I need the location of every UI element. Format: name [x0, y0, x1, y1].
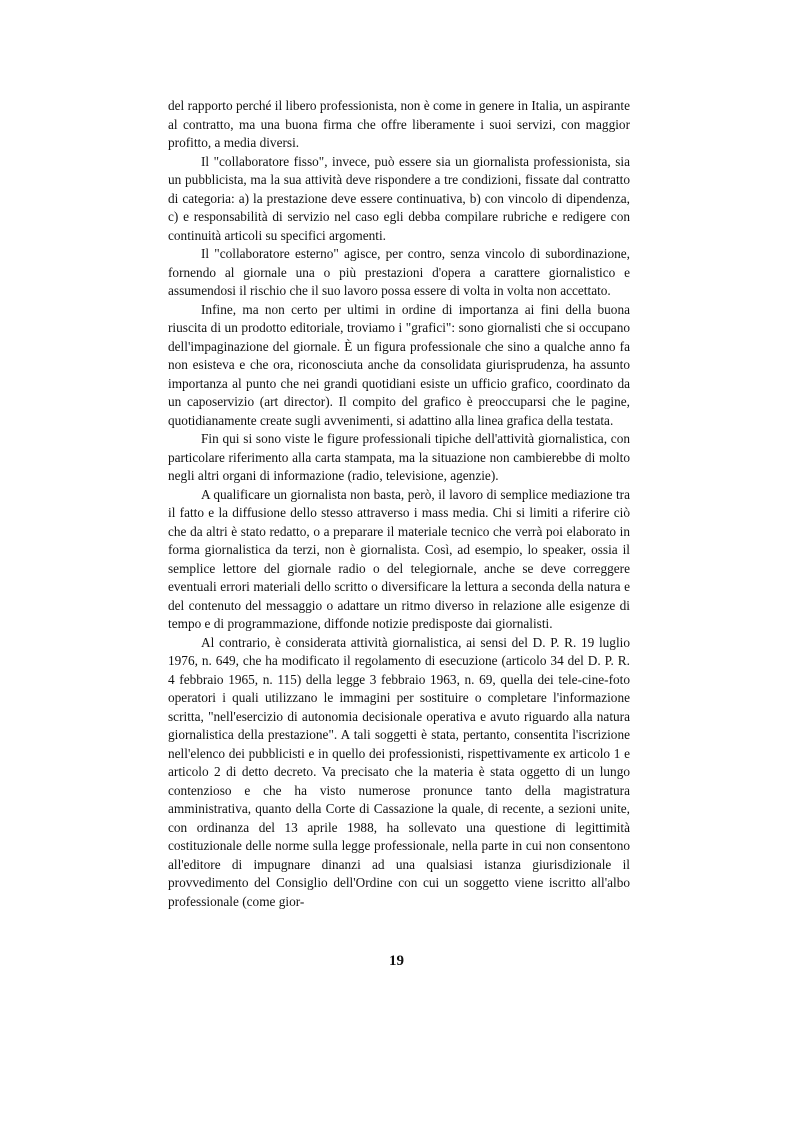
paragraph: Infine, ma non certo per ultimi in ordine di importanza ai fini della buona riuscita di un prodotto editoriale, troviamo i "grafici": sono giornalisti che si occupano dell'impaginazione del giornale. È un figura professionale che sino a qualche anno fa non esisteva e che ora, riconosciuta anche da consolidata giurisprudenza, ha assunto importanza al punto che nei grandi quotidiani esiste un ufficio grafico, coordinato da un caposervizio (art director). Il compito del grafico è preoccuparsi che le pagine, quotidianamente create sugli avvenimenti, si adattino alla linea grafica della testata. [168, 301, 630, 428]
paragraph: del rapporto perché il libero professionista, non è come in genere in Italia, un aspirante al contratto, ma una buona firma che offre liberamente i suoi servizi, con maggior profitto, a media diversi. [168, 98, 630, 150]
paragraph: Il "collaboratore fisso", invece, può essere sia un giornalista professionista, sia un pubblicista, ma la sua attività deve rispondere a tre condizioni, fissate dal contratto di categoria: a) la prestazione deve essere continuativa, b) con vincolo di dipendenza, c) e responsabilità di servizio nel caso egli debba compilare rubriche e redigere con continuità articoli su specifici argomenti. [168, 153, 630, 243]
paragraph: Il "collaboratore esterno" agisce, per contro, senza vincolo di subordinazione, fornendo al giornale una o più prestazioni d'opera a carattere giornalistico e assumendosi il rischio che il suo lavoro possa essere di volta in volta non accettato. [168, 246, 630, 298]
paragraph: A qualificare un giornalista non basta, però, il lavoro di semplice mediazione tra il fatto e la diffusione dello stesso attraverso i mass media. Chi si limiti a riferire ciò che da altri è stato redatto, o a preparare il materiale tecnico che verrà poi elaborato in forma giornalistica da terzi, non è giornalista. Così, ad esempio, lo speaker, ossia il semplice lettore del giornale radio o del telegiornale, anche se deve correggere eventuali errori materiali dello scritto o diversificare la lettura a seconda della natura e del contenuto del messaggio o adattare un ritmo diverso in relazione alle esigenze di tempo e di programmazione, diffonde notizie predisposte dai giornalisti. [168, 486, 630, 631]
paragraph: Fin qui si sono viste le figure professionali tipiche dell'attività giornalistica, con particolare riferimento alla carta stampata, ma la situazione non cambierebbe di molto negli altri organi di informazione (radio, televisione, agenzie). [168, 431, 630, 483]
paragraph: Al contrario, è considerata attività giornalistica, ai sensi del D. P. R. 19 luglio 1976, n. 649, che ha modificato il regolamento di esecuzione (articolo 34 del D. P. R. 4 febbraio 1965, n. 115) della legge 3 febbraio 1963, n. 69, quella dei tele-cine-foto operatori i quali utilizzano le immagini per sostituire o completare l'informazione scritta, "nell'esercizio di autonomia decisionale operativa e avuto riguardo alla natura giornalistica della prestazione". A tali soggetti è stata, pertanto, consentita l'iscrizione nell'elenco dei pubblicisti e in quello dei professionisti, rispettivamente ex articolo 1 e articolo 2 di detto decreto. Va precisato che la materia è stata oggetto di un lungo contenzioso e che ha visto numerose pronunce tanto della magistratura amministrativa, quanto della Corte di Cassazione la quale, di recente, a sezioni unite, con ordinanza del 13 aprile 1988, ha sollevato una questione di legittimità costituzionale delle norme sulla legge professionale, nella parte in cui non consentono all'editore di impugnare dinanzi ad una qualsiasi istanza giurisdizionale il provvedimento del Consiglio dell'Ordine con cui un soggetto viene iscritto all'albo professionale (come gior- [168, 634, 630, 909]
body-text [168, 97, 630, 911]
page-number: 19 [389, 953, 404, 969]
